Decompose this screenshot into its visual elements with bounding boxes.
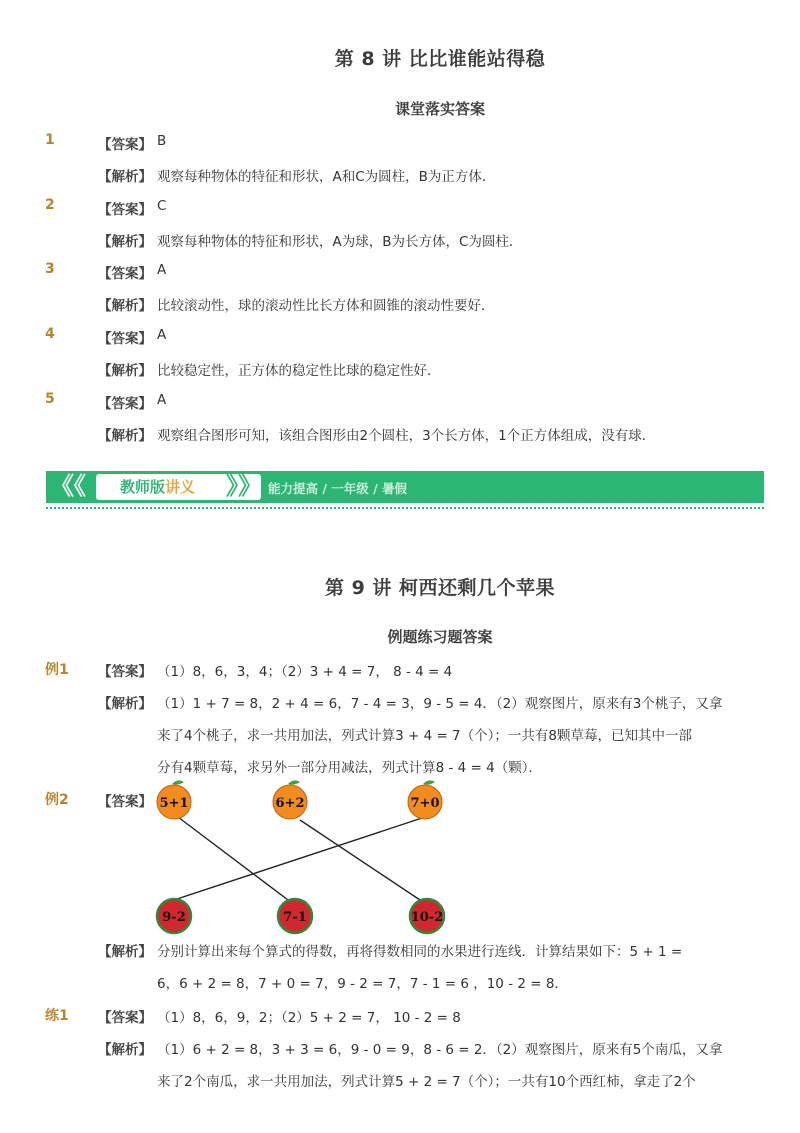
answer-label: 【答案】 — [98, 794, 152, 810]
match-line — [300, 820, 420, 900]
orange-label: 5+1 — [159, 796, 189, 811]
watermelon-label: 10-2 — [410, 910, 444, 925]
answer-text: （1）8，6，9，2；（2）5 + 2 = 7， 10 - 2 = 8 — [157, 1010, 461, 1026]
analysis-line: （1）1 + 7 = 8，2 + 4 = 6，7 - 4 = 3，9 - 5 = 4．（2）观察图片，原来有3个桃子，又拿 — [157, 696, 723, 712]
analysis-line: 来了2个南瓜，求一共用加法，列式计算5 + 2 = 7（个）；一共有10个西红柿，拿走了2个 — [157, 1074, 696, 1090]
analysis-line: 来了4个桃子，求一共用加法，列式计算3 + 4 = 7（个）；一共有8颗草莓，已知其中一部 — [157, 728, 692, 744]
watermelon-fruit — [157, 899, 191, 933]
example-number: 例2 — [45, 792, 69, 808]
fruit-matching-diagram — [150, 778, 450, 938]
lecture8-subtitle: 课堂落实答案 — [394, 100, 485, 118]
answer-text: A — [157, 392, 167, 408]
example-number: 例1 — [45, 662, 69, 678]
orange-fruit — [273, 780, 307, 819]
analysis-line: 分有4颗草莓，求另外一部分用减法，列式计算8 - 4 = 4（颗）． — [157, 760, 542, 776]
orange-label: 7+0 — [410, 796, 440, 811]
lecture8-title: 第 8 讲 比比谁能站得稳 — [334, 48, 546, 70]
watermelon-fruit — [278, 899, 312, 933]
watermelon-fruit — [410, 899, 444, 933]
question-number: 5 — [45, 391, 55, 407]
answer-label: 【答案】 — [98, 396, 152, 412]
question-number: 4 — [45, 326, 55, 342]
match-line — [174, 818, 422, 900]
analysis-label: 【解析】 — [98, 298, 152, 314]
match-line — [174, 814, 288, 900]
banner-breadcrumb: 能力提高 / 一年级 / 暑假 — [268, 481, 408, 496]
banner-title: 教师版讲义 — [120, 478, 196, 496]
chevron-left-icon: 《《 — [50, 472, 86, 500]
practice-number: 练1 — [45, 1008, 69, 1024]
lecture9-subtitle: 例题练习题答案 — [387, 628, 493, 646]
dotted-divider — [46, 507, 764, 509]
answer-label: 【答案】 — [98, 266, 152, 282]
analysis-text: 观察组合图形可知，该组合图形由2个圆柱，3个长方体，1个正方体组成，没有球． — [157, 428, 656, 444]
analysis-text: 比较稳定性，正方体的稳定性比球的稳定性好． — [157, 363, 441, 379]
answer-text: B — [157, 133, 167, 149]
question-number: 1 — [45, 132, 55, 148]
analysis-label: 【解析】 — [98, 1042, 152, 1058]
watermelon-label: 7-1 — [283, 910, 307, 925]
answer-label: 【答案】 — [98, 202, 152, 218]
teacher-edition-banner — [46, 471, 764, 503]
orange-fruit — [408, 780, 442, 819]
answer-text: A — [157, 327, 167, 343]
analysis-label: 【解析】 — [98, 428, 152, 444]
answer-label: 【答案】 — [98, 137, 152, 153]
orange-label: 6+2 — [275, 796, 305, 811]
analysis-label: 【解析】 — [98, 696, 152, 712]
analysis-label: 【解析】 — [98, 234, 152, 250]
answer-text: C — [157, 198, 167, 214]
analysis-text: 观察每种物体的特征和形状，A和C为圆柱，B为正方体． — [157, 169, 496, 185]
question-number: 3 — [45, 261, 55, 277]
answer-label: 【答案】 — [98, 664, 152, 680]
watermelon-label: 9-2 — [162, 910, 186, 925]
orange-fruit — [157, 780, 191, 819]
answer-label: 【答案】 — [98, 331, 152, 347]
answer-label: 【答案】 — [98, 1010, 152, 1026]
analysis-line: 6，6 + 2 = 8，7 + 0 = 7，9 - 2 = 7，7 - 1 = 6 ，10 - 2 = 8． — [157, 976, 568, 992]
analysis-label: 【解析】 — [98, 169, 152, 185]
analysis-text: 比较滚动性，球的滚动性比长方体和圆锥的滚动性要好． — [157, 298, 495, 314]
answer-text: （1）8，6，3，4；（2）3 + 4 = 7， 8 - 4 = 4 — [157, 664, 453, 680]
analysis-line: （1）6 + 2 = 8，3 + 3 = 6，9 - 0 = 9，8 - 6 = 2．（2）观察图片，原来有5个南瓜，又拿 — [157, 1042, 723, 1058]
answer-text: A — [157, 262, 167, 278]
question-number: 2 — [45, 197, 55, 213]
analysis-label: 【解析】 — [98, 363, 152, 379]
lecture9-title: 第 9 讲 柯西还剩几个苹果 — [324, 577, 556, 599]
analysis-line: 分别计算出来每个算式的得数，再将得数相同的水果进行连线．计算结果如下：5 + 1 = — [157, 944, 683, 960]
analysis-text: 观察每种物体的特征和形状，A为球，B为长方体，C为圆柱． — [157, 234, 523, 250]
analysis-label: 【解析】 — [98, 944, 152, 960]
chevron-right-icon: 》》 — [226, 472, 262, 500]
